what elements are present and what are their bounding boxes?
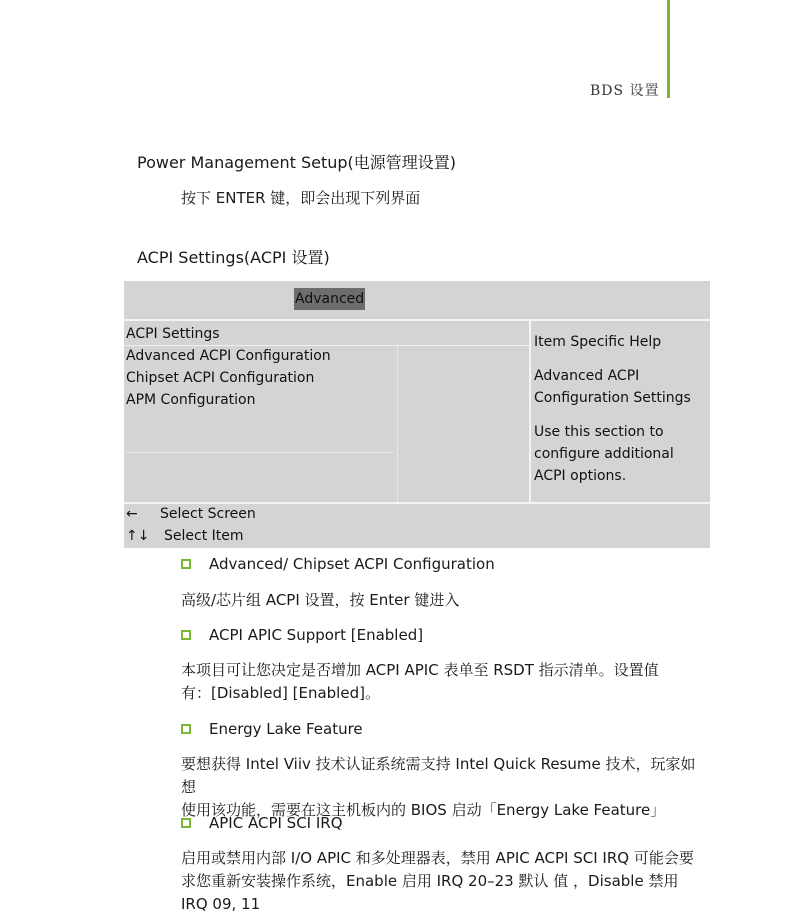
menu-item-chipset-acpi[interactable]: Chipset ACPI Configuration	[126, 370, 315, 386]
footer-select-screen	[126, 504, 256, 524]
menu-item-advanced-acpi[interactable]: Advanced ACPI Configuration	[126, 348, 331, 364]
checkbox-bullet-icon	[181, 630, 191, 640]
running-header: BDS 设置	[590, 83, 660, 99]
menu-item-apm[interactable]: APM Configuration	[126, 392, 256, 408]
arrow-up-down-icon: ↑↓	[126, 528, 150, 544]
checkbox-bullet-icon	[181, 724, 191, 734]
description-line: 使用该功能，需要在这主机板内的 BIOS 启动「Energy Lake Feature」	[181, 801, 666, 819]
help-desc-line: ACPI options.	[534, 468, 627, 484]
description-line: 求您重新安装操作系统，Enable 启用 IRQ 20–23 默认 值 ，Disable 禁用	[181, 872, 679, 890]
description-line: 高级/芯片组 ACPI 设置，按 Enter 键进入	[181, 591, 460, 609]
option-heading	[181, 626, 423, 644]
option-description	[181, 659, 701, 705]
checkbox-bullet-icon	[181, 559, 191, 569]
footer-label: Select Screen	[160, 506, 256, 522]
arrow-left-icon: ←	[126, 506, 138, 522]
header-green-rule	[667, 0, 670, 98]
help-title: Item Specific Help	[534, 334, 662, 350]
tab-advanced[interactable]: Advanced	[294, 288, 365, 310]
section-title: Power Management Setup(电源管理设置)	[137, 153, 457, 172]
bios-tab-bar	[124, 281, 710, 319]
option-description	[181, 589, 701, 612]
option-heading	[181, 555, 495, 573]
description-line: 要想获得 Intel Viiv 技术认证系统需支持 Intel Quick Resume 技术，玩家如想	[181, 755, 696, 796]
subsection-title: ACPI Settings(ACPI 设置)	[137, 248, 330, 267]
help-desc-line: Use this section to	[534, 424, 664, 440]
option-label: Advanced/ Chipset ACPI Configuration	[209, 555, 495, 573]
intro-description: 按下 ENTER 键，即会出现下列界面	[181, 189, 421, 207]
option-heading	[181, 814, 343, 832]
option-label: APIC ACPI SCI IRQ	[209, 814, 343, 832]
menu-section-header: ACPI Settings	[126, 326, 220, 342]
menu-inner-rule	[126, 452, 394, 453]
bios-screen	[124, 281, 710, 548]
checkbox-bullet-icon	[181, 818, 191, 828]
bios-divider-vertical	[529, 321, 531, 502]
help-desc-line: configure additional	[534, 446, 674, 462]
footer-select-item	[126, 526, 244, 546]
option-label: ACPI APIC Support [Enabled]	[209, 626, 424, 644]
option-label: Energy Lake Feature	[209, 720, 363, 738]
help-pane	[534, 331, 704, 487]
bios-menu-pane	[124, 322, 529, 502]
help-line: Configuration Settings	[534, 390, 691, 406]
option-heading	[181, 720, 363, 738]
description-line: IRQ 09, 11	[181, 895, 261, 913]
menu-inner-divider	[397, 346, 398, 502]
description-line: 本项目可让您决定是否增加 ACPI APIC 表单至 RSDT 指示清单。设置值	[181, 661, 659, 679]
footer-label: Select Item	[164, 528, 244, 544]
option-description	[181, 753, 701, 822]
description-line: 有：[Disabled] [Enabled]。	[181, 684, 380, 702]
help-line: Advanced ACPI	[534, 368, 640, 384]
description-line: 启用或禁用内部 I/O APIC 和多处理器表，禁用 APIC ACPI SCI IRQ 可能会要	[181, 849, 694, 867]
bios-divider-top	[124, 319, 710, 321]
